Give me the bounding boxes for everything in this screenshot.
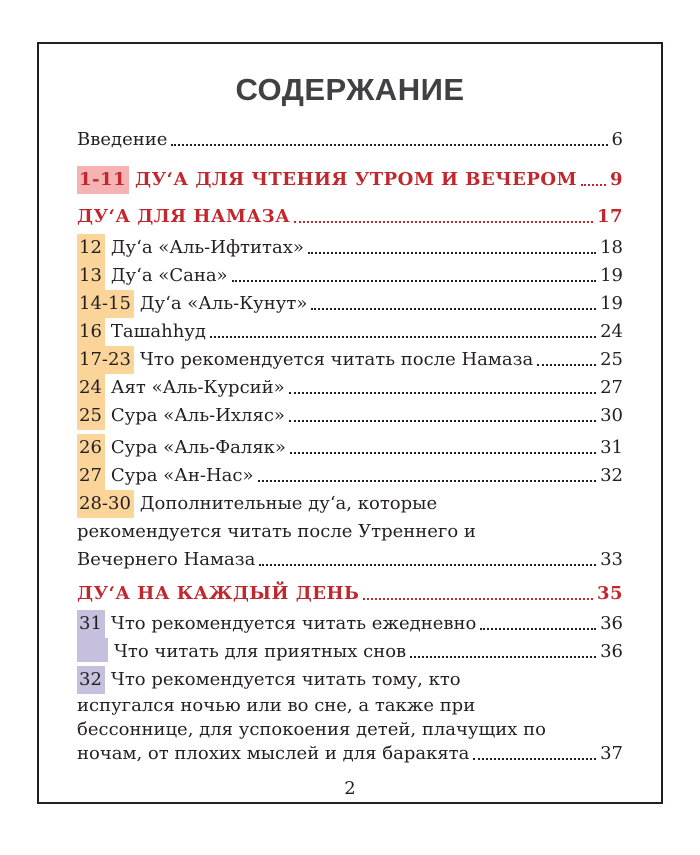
dot-leader	[290, 452, 596, 454]
toc-badge: 13	[77, 262, 105, 290]
toc-page: 17	[596, 206, 623, 227]
toc-label: ночам, от плохих мыслей и для баракята	[77, 743, 470, 764]
toc-badge: 31	[77, 610, 105, 638]
toc-entry-line: рекомендуется читать после Утреннего и	[77, 521, 476, 542]
toc-page: 25	[600, 349, 623, 370]
dot-leader	[210, 336, 596, 338]
dot-leader	[311, 308, 596, 310]
toc-label: Что рекомендуется читать ежедневно	[110, 613, 477, 634]
toc-badge: 24	[77, 374, 105, 402]
toc-section-daily[interactable]	[77, 580, 623, 608]
dot-leader	[232, 280, 597, 282]
toc-entry[interactable]	[77, 346, 623, 374]
dot-leader	[480, 628, 596, 630]
toc-badge: 17-23	[77, 346, 134, 374]
toc-page: 36	[600, 641, 623, 662]
toc-label: Ду‘а «Сана»	[110, 265, 228, 286]
toc-entry[interactable]	[77, 740, 623, 768]
dot-leader	[289, 420, 596, 422]
toc-entry-intro[interactable]	[77, 126, 623, 154]
toc-entry-line[interactable]	[77, 666, 461, 694]
dot-leader	[363, 598, 593, 600]
toc-badge: 26	[77, 434, 105, 462]
toc-entry-line: бессоннице, для успокоения детей, плачущих по	[77, 719, 546, 740]
toc-label: Дополнительные ду‘а, которые	[139, 493, 438, 514]
toc-page: 6	[611, 129, 623, 150]
toc-section-morning-evening[interactable]	[77, 166, 623, 194]
toc-badge: 14-15	[77, 290, 134, 318]
toc-label: Ду‘а «Аль-Кунут»	[139, 293, 308, 314]
toc-section-namaz[interactable]	[77, 203, 623, 231]
dot-leader	[537, 364, 596, 366]
toc-entry[interactable]	[77, 262, 623, 290]
toc-label: ДУ‘А ДЛЯ НАМАЗА	[77, 206, 291, 227]
toc-label: Ду‘а «Аль-Ифтитах»	[110, 237, 304, 258]
dot-leader	[294, 221, 593, 223]
toc-label: Ташаhhуд	[110, 321, 206, 342]
toc-label: ДУ‘А ДЛЯ ЧТЕНИЯ УТРОМ И ВЕЧЕРОМ	[135, 169, 578, 190]
toc-label: Введение	[77, 129, 168, 150]
toc-badge: 16	[77, 318, 105, 346]
toc-entry[interactable]	[77, 234, 623, 262]
toc-page: 37	[600, 743, 623, 764]
toc-page: 36	[600, 613, 623, 634]
toc-page: 30	[600, 405, 623, 426]
toc-badge	[77, 638, 108, 662]
toc-badge: 1-11	[77, 166, 129, 194]
toc-label: Аят «Аль-Курсий»	[110, 377, 285, 398]
toc-page: 33	[600, 549, 623, 570]
toc-entry-line: испугался ночью или во сне, а также при	[77, 695, 476, 716]
toc-label: Сура «Аль-Фаляк»	[110, 437, 286, 458]
toc-entry[interactable]	[77, 638, 623, 666]
toc-page: 31	[600, 437, 623, 458]
toc-label: ДУ‘А НА КАЖДЫЙ ДЕНЬ	[77, 583, 360, 604]
toc-badge: 28-30	[77, 490, 134, 518]
toc-entry[interactable]	[77, 374, 623, 402]
toc-label: Сура «Аль-Ихляс»	[110, 405, 285, 426]
toc-badge: 12	[77, 234, 105, 262]
toc-page: 19	[600, 293, 623, 314]
toc-entry[interactable]	[77, 318, 623, 346]
dot-leader	[289, 392, 596, 394]
toc-label: Вечернего Намаза	[77, 549, 256, 570]
toc-badge: 32	[77, 666, 105, 694]
toc-entry[interactable]	[77, 610, 623, 638]
toc-label: Что рекомендуется читать тому, кто	[110, 669, 461, 690]
toc-page: 27	[600, 377, 623, 398]
dot-leader	[258, 480, 597, 482]
toc-page: 32	[600, 465, 623, 486]
toc-entry[interactable]	[77, 546, 623, 574]
toc-entry[interactable]	[77, 462, 623, 490]
dot-leader	[259, 564, 596, 566]
toc-page: 35	[596, 583, 623, 604]
dot-leader	[581, 184, 606, 186]
page-number: 2	[344, 778, 356, 799]
dot-leader	[171, 144, 607, 146]
toc-label: Что читать для приятных снов	[114, 641, 407, 662]
toc-page: 24	[600, 321, 623, 342]
toc-entry[interactable]	[77, 434, 623, 462]
dot-leader	[410, 656, 596, 658]
toc-entry-line[interactable]	[77, 490, 437, 518]
dot-leader	[308, 252, 596, 254]
toc-label: Что рекомендуется читать после Намаза	[139, 349, 534, 370]
toc-label: Сура «Ан-Нас»	[110, 465, 254, 486]
toc-page: 18	[600, 237, 623, 258]
toc-entry[interactable]	[77, 402, 623, 430]
page-title: СОДЕРЖАНИЕ	[235, 72, 465, 107]
toc-entry[interactable]	[77, 290, 623, 318]
toc-page: 19	[600, 265, 623, 286]
dot-leader	[473, 758, 596, 760]
toc-badge: 27	[77, 462, 105, 490]
toc-badge: 25	[77, 402, 105, 430]
toc-page: 9	[609, 169, 623, 190]
